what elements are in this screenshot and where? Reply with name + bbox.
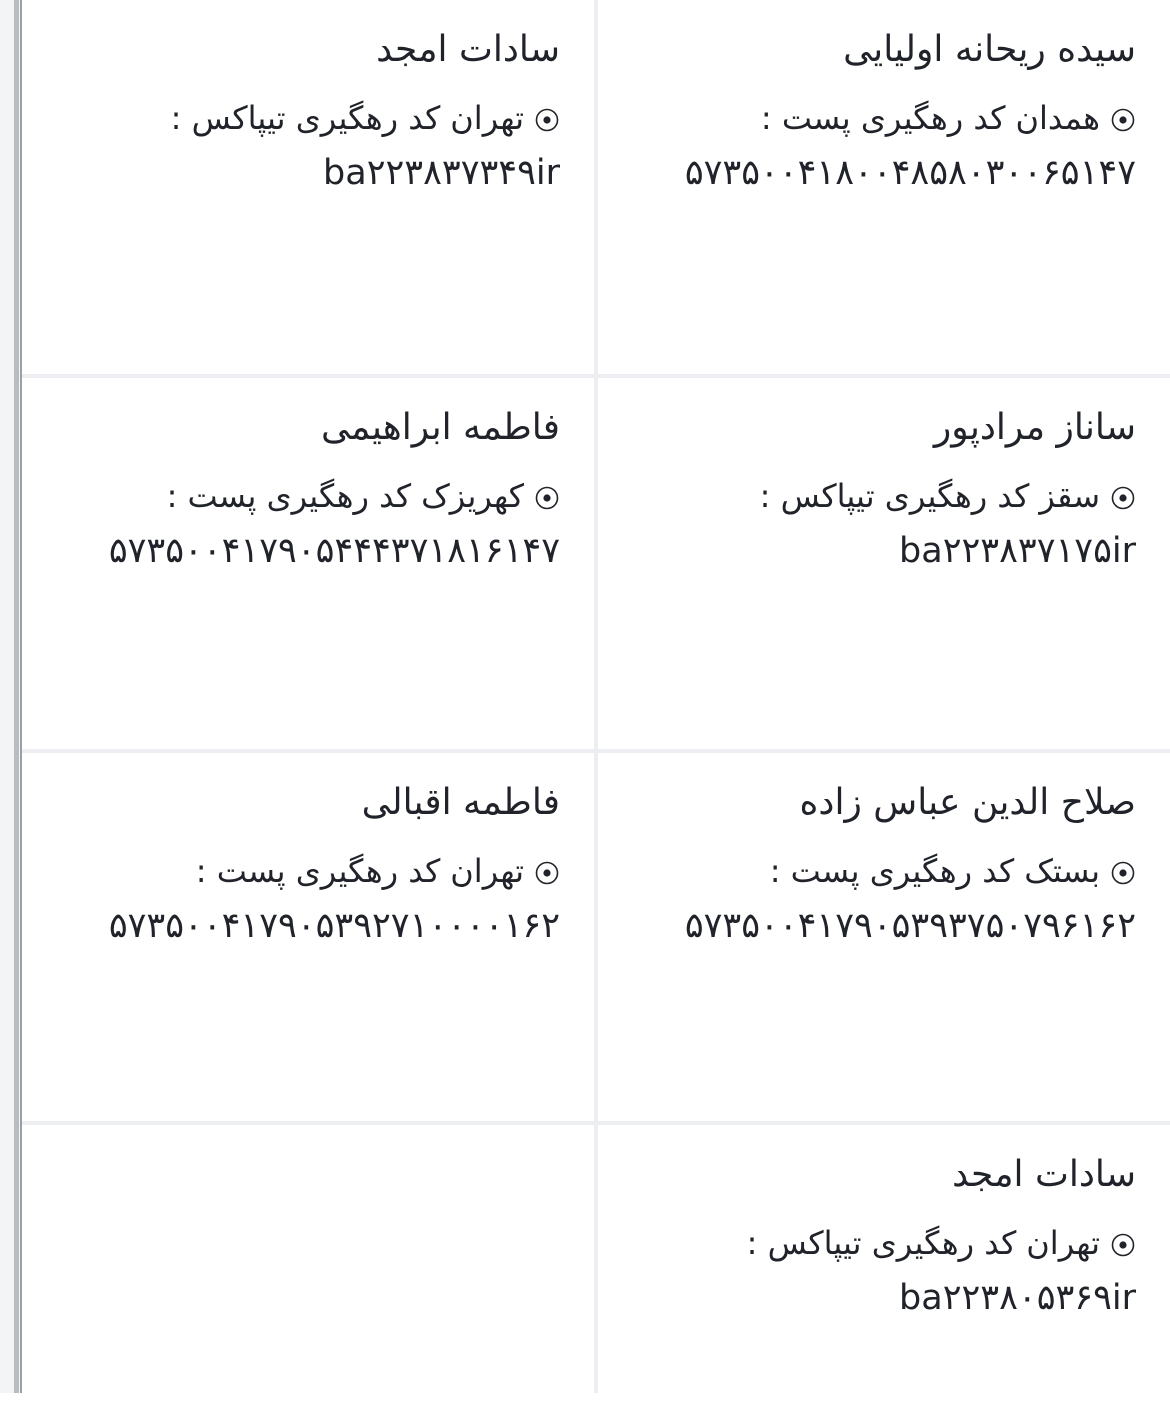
vertical-scrollbar[interactable] [0, 0, 22, 1393]
list-item[interactable] [598, 1125, 1170, 1405]
tracking-code[interactable]: ۵۷۳۵۰۰۴۱۷۹۰۵۳۹۳۷۵۰۷۹۶۱۶۲ [684, 905, 1136, 946]
city-label: کهریزک [421, 476, 524, 515]
shipment-meta-line [626, 94, 1136, 142]
recipient-name: سادات امجد [376, 29, 560, 70]
tracking-code[interactable]: ۵۷۳۵۰۰۴۱۷۹۰۵۳۹۲۷۱۰۰۰۰۱۶۲ [108, 905, 560, 946]
shipment-meta [50, 94, 560, 199]
recipient-name: سیده ریحانه اولیایی [843, 29, 1136, 70]
empty-grid-cell [22, 1125, 594, 1405]
list-item[interactable] [598, 0, 1170, 374]
shipment-meta [626, 847, 1136, 952]
tracking-label: کد رهگیری پست : [195, 851, 441, 890]
list-item[interactable] [22, 0, 594, 374]
shipment-meta-line [626, 472, 1136, 520]
tracking-code[interactable]: ba۲۲۳۸۰۵۳۶۹ir [899, 1277, 1136, 1318]
recipient-name: ساناز مرادپور [933, 407, 1136, 448]
city-label: بستک [1024, 851, 1100, 890]
location-pin-icon [1110, 107, 1136, 133]
city-label: تهران [450, 98, 524, 137]
tracking-label: کد رهگیری تیپاکس : [759, 476, 1030, 515]
shipment-meta-line [626, 847, 1136, 895]
shipment-meta-line [50, 472, 560, 520]
shipment-meta-line [50, 847, 560, 895]
location-pin-icon [1110, 860, 1136, 886]
location-pin-icon [1110, 485, 1136, 511]
recipient-name: صلاح الدین عباس زاده [799, 782, 1136, 823]
list-item[interactable] [598, 753, 1170, 1121]
city-label: همدان [1015, 98, 1100, 137]
tracking-code[interactable]: ba۲۲۳۸۳۷۱۷۵ir [899, 530, 1136, 571]
shipment-meta-line [50, 94, 560, 142]
tracking-code[interactable]: ۵۷۳۵۰۰۴۱۷۹۰۵۴۴۴۳۷۱۸۱۶۱۴۷ [108, 530, 560, 571]
shipment-meta-line [626, 1219, 1136, 1267]
tracking-code[interactable]: ۵۷۳۵۰۰۴۱۸۰۰۴۸۵۸۰۳۰۰۶۵۱۴۷ [684, 152, 1136, 193]
recipient-name: سادات امجد [952, 1154, 1136, 1195]
recipient-name: فاطمه ابراهیمی [321, 407, 560, 448]
location-pin-icon [534, 860, 560, 886]
tracking-label: کد رهگیری تیپاکس : [170, 98, 441, 137]
location-pin-icon [534, 107, 560, 133]
shipment-card-grid [22, 0, 1170, 1393]
city-label: تهران [450, 851, 524, 890]
shipment-meta [626, 94, 1136, 199]
tracking-label: کد رهگیری تیپاکس : [746, 1223, 1017, 1262]
list-item[interactable] [598, 378, 1170, 749]
city-label: تهران [1026, 1223, 1100, 1262]
shipment-meta [50, 472, 560, 577]
location-pin-icon [534, 485, 560, 511]
vertical-scrollbar-thumb[interactable] [14, 0, 19, 1393]
tracking-label: کد رهگیری پست : [769, 851, 1015, 890]
tracking-label: کد رهگیری پست : [760, 98, 1006, 137]
location-pin-icon [1110, 1232, 1136, 1258]
shipment-meta [626, 472, 1136, 577]
tracking-code[interactable]: ba۲۲۳۸۳۷۳۴۹ir [323, 152, 560, 193]
recipient-name: فاطمه اقبالی [361, 782, 560, 823]
shipment-meta [626, 1219, 1136, 1324]
city-label: سقز [1039, 476, 1100, 515]
list-item[interactable] [22, 378, 594, 749]
tracking-label: کد رهگیری پست : [166, 476, 412, 515]
list-item[interactable] [22, 753, 594, 1121]
shipment-meta [50, 847, 560, 952]
